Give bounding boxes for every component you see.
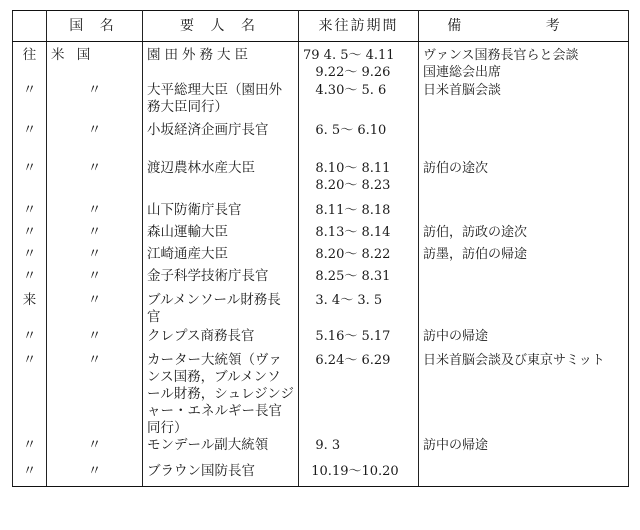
direction-cell: 〃: [13, 82, 47, 122]
direction-cell: 〃: [13, 224, 47, 246]
person-cell: ブラウン国防長官: [143, 463, 299, 487]
country-cell: 〃: [47, 463, 143, 487]
notes-cell: 日米首脳会談及び東京サミット: [419, 352, 629, 437]
table-row: [13, 122, 629, 160]
direction-cell: 〃: [13, 352, 47, 437]
country-cell: 〃: [47, 292, 143, 328]
country-cell: 〃: [47, 268, 143, 292]
table-row: [13, 328, 629, 352]
notes-cell: 訪伯，訪政の途次: [419, 224, 629, 246]
notes-cell: [419, 122, 629, 160]
country-cell: 〃: [47, 352, 143, 437]
direction-cell: 〃: [13, 122, 47, 160]
country-cell: 〃: [47, 328, 143, 352]
person-cell: モンデール副大統領: [143, 437, 299, 463]
header-direction: [13, 11, 47, 42]
direction-cell: 〃: [13, 328, 47, 352]
country-cell: 〃: [47, 122, 143, 160]
notes-cell: 日米首脳会談: [419, 82, 629, 122]
header-notes: 備 考: [419, 11, 629, 42]
table-row: [13, 437, 629, 463]
country-cell: 〃: [47, 82, 143, 122]
period-cell: 8.13〜 8.14: [299, 224, 419, 246]
country-cell: 〃: [47, 160, 143, 202]
direction-cell: 〃: [13, 202, 47, 224]
period-cell: 8.10〜 8.11 8.20〜 8.23: [299, 160, 419, 202]
header-period: 来往訪期間: [299, 11, 419, 42]
country-cell: 米 国: [47, 42, 143, 82]
person-cell: ブルメンソール財務長官: [143, 292, 299, 328]
table-row: [13, 224, 629, 246]
header-country: 国 名: [47, 11, 143, 42]
country-cell: 〃: [47, 437, 143, 463]
notes-cell: 訪中の帰途: [419, 437, 629, 463]
person-cell: 金子科学技術庁長官: [143, 268, 299, 292]
period-cell: 6. 5〜 6.10: [299, 122, 419, 160]
person-cell: 大平総理大臣（園田外務大臣同行）: [143, 82, 299, 122]
notes-cell: [419, 268, 629, 292]
notes-cell: [419, 202, 629, 224]
table-row: [13, 202, 629, 224]
country-cell: 〃: [47, 202, 143, 224]
notes-cell: ヴァンス国務長官らと会談 国連総会出席: [419, 42, 629, 82]
country-cell: 〃: [47, 224, 143, 246]
country-cell: 〃: [47, 246, 143, 268]
notes-cell: 訪墨，訪伯の帰途: [419, 246, 629, 268]
person-cell: 山下防衛庁長官: [143, 202, 299, 224]
period-cell: 9. 3: [299, 437, 419, 463]
direction-cell: 〃: [13, 463, 47, 487]
header-row: [13, 11, 629, 42]
header-person: 要 人 名: [143, 11, 299, 42]
person-cell: 江崎通産大臣: [143, 246, 299, 268]
table-row: [13, 42, 629, 82]
person-cell: 森山運輸大臣: [143, 224, 299, 246]
direction-cell: 〃: [13, 437, 47, 463]
person-cell: 小坂経済企画庁長官: [143, 122, 299, 160]
table-row: [13, 352, 629, 437]
period-cell: 8.20〜 8.22: [299, 246, 419, 268]
table-row: [13, 82, 629, 122]
table-row: [13, 246, 629, 268]
visits-table: [12, 10, 629, 487]
period-cell: 6.24〜 6.29: [299, 352, 419, 437]
table-row: [13, 160, 629, 202]
period-cell: 8.11〜 8.18: [299, 202, 419, 224]
direction-cell: 〃: [13, 268, 47, 292]
notes-cell: 訪伯の途次: [419, 160, 629, 202]
table-row: [13, 292, 629, 328]
person-cell: カーター大統領（ヴァンス国務，ブルメンソール財務，シュレジンジャー・エネルギー長官同行）: [143, 352, 299, 437]
period-cell: 5.16〜 5.17: [299, 328, 419, 352]
person-cell: クレプス商務長官: [143, 328, 299, 352]
period-cell: 4.30〜 5. 6: [299, 82, 419, 122]
direction-cell: 来: [13, 292, 47, 328]
notes-cell: 訪中の帰途: [419, 328, 629, 352]
period-cell: 8.25〜 8.31: [299, 268, 419, 292]
notes-cell: [419, 463, 629, 487]
table-row: [13, 463, 629, 487]
direction-cell: 〃: [13, 160, 47, 202]
direction-cell: 〃: [13, 246, 47, 268]
period-cell: 3. 4〜 3. 5: [299, 292, 419, 328]
person-cell: 渡辺農林水産大臣: [143, 160, 299, 202]
person-cell: 園田外務大臣: [143, 42, 299, 82]
period-cell: 10.19〜10.20: [299, 463, 419, 487]
direction-cell: 往: [13, 42, 47, 82]
table-row: [13, 268, 629, 292]
notes-cell: [419, 292, 629, 328]
period-cell: 79 4. 5〜 4.11 9.22〜 9.26: [299, 42, 419, 82]
